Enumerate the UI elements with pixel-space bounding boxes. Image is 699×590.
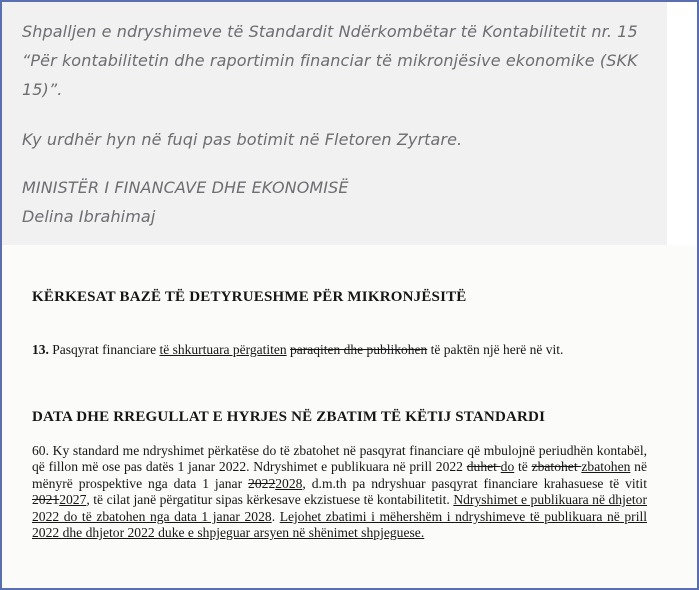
para-text: në mënyrë prospektive nga data 1 janar [32, 459, 648, 491]
para-text: , të cilat janë përgatitur sipas kërkesave ekzistuese të kontabilitetit. [86, 492, 454, 508]
item-13 [32, 342, 563, 358]
signer-title: MINISTËR I FINANCAVE DHE EKONOMISË [22, 178, 349, 197]
effective-statement: Ky urdhër hyn në fuqi pas botimit në Fletoren Zyrtare. [22, 130, 463, 149]
deleted-text: duhet [466, 459, 501, 475]
deleted-text: paraqiten dhe publikohen [290, 342, 428, 357]
deleted-text: zbatohet [531, 459, 582, 475]
item-text: Pasqyrat financiare [52, 342, 160, 357]
para-text: 60. Ky standard me ndryshimet përkatëse do të zbatohet në pasqyrat financiare që mbulojnë periudhën kontabël, që fillon më ose pas datës 1 janar 2022. Ndryshimet e publikuara në prill 2022 [32, 443, 647, 475]
inserted-text: Lejohet zbatimi i mëhershëm i ndryshimeve të publikuara në prill 2022 dhe dhjetor 2022 duke e shpjeguar arsyen në shënimet shpjeguese. [32, 508, 648, 541]
deleted-text: 2021 [32, 492, 60, 508]
item-text: të paktën një herë në vit. [427, 342, 564, 357]
inserted-text: 2027 [59, 492, 87, 508]
inserted-text: zbatohen [581, 459, 631, 475]
deleted-text: 2022 [248, 475, 276, 491]
announcement-block [2, 2, 667, 245]
inserted-text: të shkurtuara përgatiten [159, 342, 287, 357]
section-heading-effective-date: DATA DHE RREGULLAT E HYRJES NË ZBATIM TË KËTIJ STANDARDI [32, 409, 546, 425]
inserted-text: Ndryshimet e publikuara në dhjetor 2022 do të zbatohen nga data 1 janar 2028 [32, 492, 648, 524]
inserted-text: do [500, 459, 515, 475]
inserted-text: 2028 [275, 475, 303, 491]
section-heading-requirements: KËRKESAT BAZË TË DETYRUESHME PËR MIKRONJËSITË [32, 289, 467, 305]
item-number: 13. [32, 342, 49, 357]
scanned-document [2, 245, 697, 588]
announcement-text: Shpalljen e ndryshimeve të Standardit Ndërkombëtar të Kontabilitetit nr. 15 “Për kontabilitetin dhe raportimin financiar të mikronjësive ekonomike (SKK 15)”. [22, 22, 638, 99]
para-text: , d.m.th pa ndryshuar pasqyrat financiare krahasuese të vitit [302, 475, 647, 491]
signer-name: Delina Ibrahimaj [22, 207, 156, 226]
signature-block [22, 173, 652, 231]
paragraph-60 [32, 443, 647, 541]
para-text: . [271, 508, 280, 524]
para-text: të [514, 459, 532, 475]
